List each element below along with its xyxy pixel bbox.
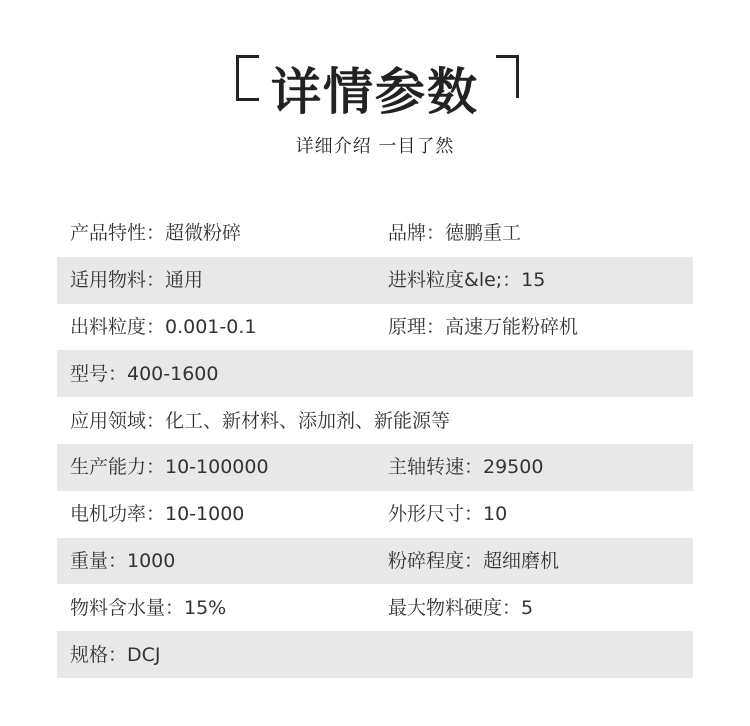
spec-cell: 规格：DCJ <box>70 643 161 666</box>
spec-cell: 电机功率：10-1000 <box>70 503 245 526</box>
spec-cell: 外形尺寸：10 <box>388 503 508 526</box>
spec-row <box>57 631 693 678</box>
spec-cell: 进料粒度&le;：15 <box>388 269 546 292</box>
spec-table <box>57 210 693 678</box>
spec-row <box>57 210 693 257</box>
spec-row <box>57 584 693 631</box>
spec-row <box>57 257 693 304</box>
spec-cell: 最大物料硬度：5 <box>388 596 534 619</box>
spec-row <box>57 304 693 351</box>
header <box>0 0 750 180</box>
page-title: 详情参数 <box>271 63 479 121</box>
spec-cell: 型号：400-1600 <box>70 362 219 385</box>
spec-cell: 生产能力：10-100000 <box>70 456 269 479</box>
spec-cell: 主轴转速：29500 <box>388 456 544 479</box>
spec-cell: 产品特性：超微粉碎 <box>70 222 242 245</box>
spec-row <box>57 397 693 444</box>
spec-cell: 原理：高速万能粉碎机 <box>388 315 579 338</box>
spec-row <box>57 538 693 585</box>
spec-cell: 物料含水量：15% <box>70 596 227 619</box>
spec-cell: 应用领域：化工、新材料、添加剂、新能源等 <box>70 409 451 432</box>
spec-cell: 适用物料：通用 <box>70 269 204 292</box>
spec-cell: 重量：1000 <box>70 549 176 572</box>
page-subtitle: 详细介绍 一目了然 <box>295 136 455 157</box>
spec-row <box>57 491 693 538</box>
spec-cell: 粉碎程度：超细磨机 <box>388 549 560 572</box>
spec-cell: 出料粒度：0.001-0.1 <box>70 315 257 338</box>
spec-row <box>57 350 693 397</box>
spec-row <box>57 444 693 491</box>
spec-cell: 品牌：德鹏重工 <box>388 222 522 245</box>
